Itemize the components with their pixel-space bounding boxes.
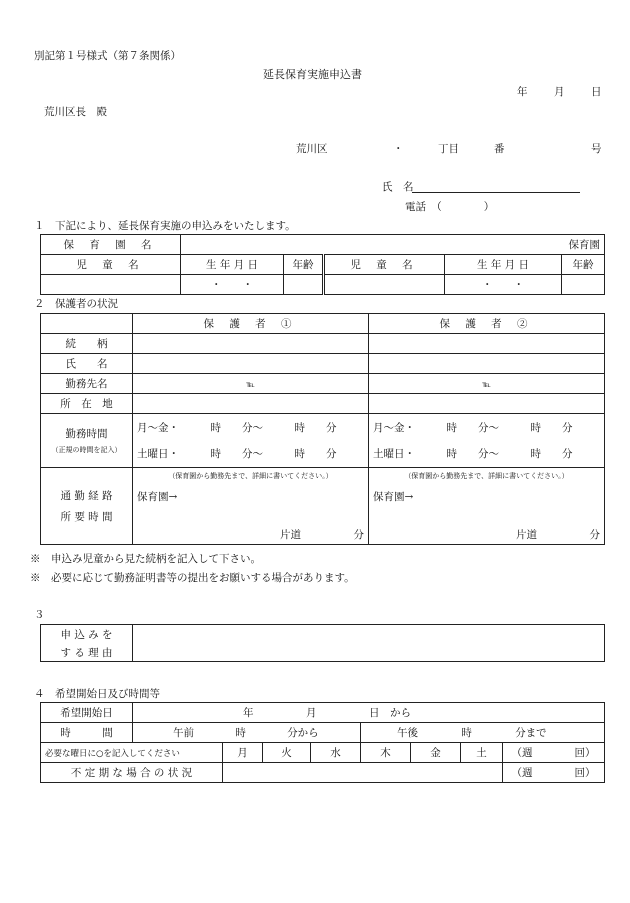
saturday-hours-2[interactable]: 土曜日・ 時 分～ 時 分: [369, 441, 605, 468]
guardian-name-field-1[interactable]: [133, 354, 369, 374]
nursery-field[interactable]: [181, 235, 605, 255]
reason-field[interactable]: [133, 625, 605, 662]
tel-mark-1: ℡: [246, 379, 255, 389]
oneway-1: 片道 分: [280, 529, 364, 541]
location-field-1[interactable]: [133, 394, 369, 414]
date-year: 年: [517, 86, 528, 98]
time-label: 時 間: [41, 723, 133, 743]
guardian-name-field-2[interactable]: [369, 354, 605, 374]
section2-heading: ２ 保護者の状況: [34, 298, 118, 310]
am-hour: 時: [235, 727, 246, 739]
location-field-2[interactable]: [369, 394, 605, 414]
commute-label-1: 通 勤 経 路: [60, 490, 113, 502]
am-time-field[interactable]: [133, 723, 361, 743]
address-go: 号: [591, 143, 602, 155]
weekly-count-field[interactable]: （週 回）: [503, 743, 605, 763]
pm-hour: 時: [461, 727, 472, 739]
guardian2-header: 保 護 者 ②: [369, 314, 605, 334]
address-ward: 荒川区: [296, 143, 328, 155]
day-sat[interactable]: 土: [461, 743, 503, 763]
tel-mark-2: ℡: [482, 379, 491, 389]
pm-until: 分まで: [515, 727, 547, 739]
day-fri[interactable]: 金: [411, 743, 461, 763]
address-dot: ・: [393, 143, 404, 155]
birth-label-2: 生 年 月 日: [445, 255, 562, 275]
oneway-2: 片道 分: [516, 529, 600, 541]
irregular-label: 不 定 期 な 場 合 の 状 況: [41, 763, 223, 783]
child-label-2: 児 童 名: [324, 255, 445, 275]
pm-label: 午後: [397, 727, 418, 739]
day-tue[interactable]: 火: [263, 743, 311, 763]
saturday-hours-1[interactable]: 土曜日・ 時 分～ 時 分: [133, 441, 369, 468]
start-field[interactable]: 年 月 日 から: [133, 703, 605, 723]
section4-heading: ４ 希望開始日及び時間等: [34, 688, 160, 700]
address-ban: 番: [494, 143, 505, 155]
age-label-2: 年齢: [562, 255, 605, 275]
age-field-1[interactable]: [284, 275, 324, 295]
day-mon[interactable]: 月: [223, 743, 263, 763]
commute-field-1[interactable]: [133, 468, 369, 545]
nursery-label: 保 育 園 名: [41, 235, 181, 255]
reason-label-2: す る 理 由: [60, 646, 113, 659]
commute-note-2: （保育園から勤務先まで、詳細に書いてください。）: [404, 472, 569, 480]
age-field-2[interactable]: [562, 275, 605, 295]
relation-field-2[interactable]: [369, 334, 605, 354]
commute-from-1: 保育園→: [137, 491, 178, 503]
guardian1-header: 保 護 者 ①: [133, 314, 369, 334]
commute-label-cell: [41, 468, 133, 545]
child-table: [40, 234, 605, 295]
birth-field-2[interactable]: ・ ・: [445, 275, 562, 295]
workplace-label: 勤務先名: [41, 374, 133, 394]
commute-field-2[interactable]: [369, 468, 605, 545]
phone-label: 電話 （ ）: [405, 201, 495, 213]
day-thu[interactable]: 木: [361, 743, 411, 763]
work-hours-label-cell: [41, 414, 133, 468]
work-hours-note: （正規の時間を記入）: [51, 446, 122, 454]
irregular-weekly-count[interactable]: （週 回）: [503, 763, 605, 783]
note-relation: ※ 申込み児童から見た続柄を記入して下さい。: [30, 553, 261, 565]
form-number: 別記第１号様式（第７条関係）: [34, 50, 181, 62]
weekday-hours-1[interactable]: 月～金・ 時 分～ 時 分: [133, 414, 369, 441]
relation-label: 続 柄: [41, 334, 133, 354]
commute-from-2: 保育園→: [373, 491, 414, 503]
reason-table: [40, 624, 605, 662]
days-label: 必要な曜日に○を記入してください: [41, 743, 223, 763]
workplace-field-1[interactable]: [133, 374, 369, 394]
section3-heading: ３: [34, 609, 45, 621]
name-underline: [412, 192, 580, 193]
pm-time-field[interactable]: [361, 723, 605, 743]
irregular-field[interactable]: [223, 763, 503, 783]
commute-note-1: （保育園から勤務先まで、詳細に書いてください。）: [168, 472, 333, 480]
day-wed[interactable]: 水: [311, 743, 361, 763]
document-title: 延長保育実施申込書: [263, 68, 362, 81]
child-name-field-1[interactable]: [41, 275, 181, 295]
address-chome: 丁目: [438, 143, 459, 155]
guardian-name-label: 氏 名: [41, 354, 133, 374]
note-certificate: ※ 必要に応じて勤務証明書等の提出をお願いする場合があります。: [30, 572, 355, 584]
work-hours-label: 勤務時間: [65, 428, 108, 440]
reason-label-1: 申 込 み を: [60, 628, 113, 641]
relation-field-1[interactable]: [133, 334, 369, 354]
location-label: 所 在 地: [41, 394, 133, 414]
reason-label-cell: [41, 625, 133, 662]
workplace-field-2[interactable]: [369, 374, 605, 394]
commute-label-2: 所 要 時 間: [60, 511, 113, 523]
section1-heading: １ 下記により、延長保育実施の申込みをいたします。: [34, 220, 296, 232]
am-label: 午前: [173, 727, 194, 739]
age-label-1: 年齢: [284, 255, 324, 275]
date-month: 月: [554, 86, 565, 98]
addressee: 荒川区長 殿: [44, 106, 107, 118]
guardian-table: [40, 313, 605, 545]
child-name-field-2[interactable]: [324, 275, 445, 295]
birth-field-1[interactable]: ・ ・: [181, 275, 284, 295]
name-label: 氏 名: [382, 181, 414, 193]
schedule-table: [40, 702, 605, 783]
am-from: 分から: [287, 727, 319, 739]
start-label: 希望開始日: [41, 703, 133, 723]
birth-label-1: 生 年 月 日: [181, 255, 284, 275]
date-day: 日: [591, 86, 602, 98]
child-label-1: 児 童 名: [41, 255, 181, 275]
weekday-hours-2[interactable]: 月～金・ 時 分～ 時 分: [369, 414, 605, 441]
nursery-suffix: 保育園: [568, 239, 601, 251]
